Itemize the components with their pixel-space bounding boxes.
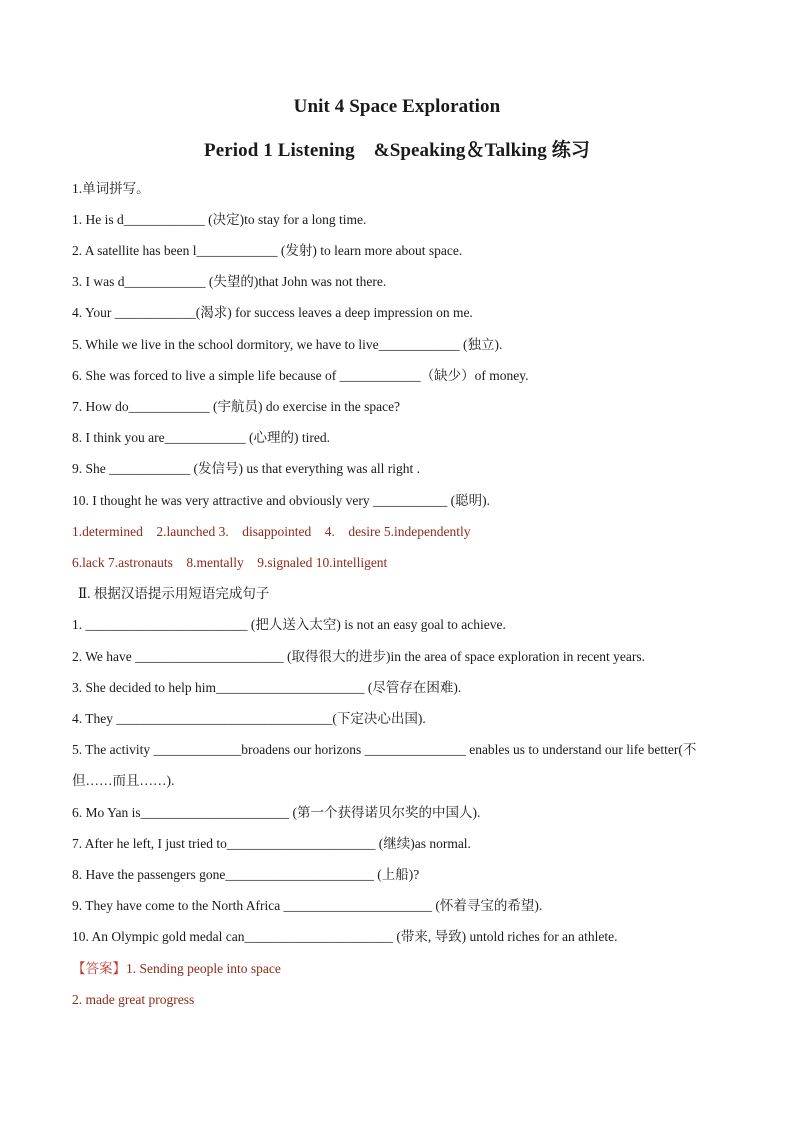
question-2-3: 3. She decided to help him______________________ (尽管存在困难). <box>72 680 462 695</box>
question-2-6: 6. Mo Yan is______________________ (第一个获得诺贝尔奖的中国人). <box>72 805 481 820</box>
answer-label: 【答案】 <box>72 961 126 976</box>
page-title: Unit 4 Space Exploration <box>293 96 501 117</box>
section1-answers-line2: 6.lack 7.astronauts 8.mentally 9.signaled 10.intelligent <box>72 555 388 570</box>
section2-heading: Ⅱ. 根据汉语提示用短语完成句子 <box>78 586 270 601</box>
question-2-8: 8. Have the passengers gone______________________ (上船)? <box>72 867 420 882</box>
question-1-9: 9. She ____________ (发信号) us that everything was all right . <box>72 461 420 476</box>
question-1-5: 5. While we live in the school dormitory, we have to live____________ (独立). <box>72 337 503 352</box>
question-1-6: 6. She was forced to live a simple life because of ____________（缺少）of money. <box>72 368 529 383</box>
question-2-1: 1. ________________________ (把人送入太空) is not an easy goal to achieve. <box>72 617 506 632</box>
question-2-5: 5. The activity _____________broadens our horizons _______________ enables us to understand our life better(不 <box>72 742 697 757</box>
question-1-8: 8. I think you are____________ (心理的) tired. <box>72 430 330 445</box>
question-2-10: 10. An Olympic gold medal can______________________ (带来, 导致) untold riches for an athlete. <box>72 929 618 944</box>
question-2-4: 4. They ________________________________(下定决心出国). <box>72 711 426 726</box>
section1-answers-line1: 1.determined 2.launched 3. disappointed 4. desire 5.independently <box>72 524 471 539</box>
question-1-10: 10. I thought he was very attractive and obviously very ___________ (聪明). <box>72 493 491 508</box>
question-2-2: 2. We have ______________________ (取得很大的进步)in the area of space exploration in recent years. <box>72 649 646 664</box>
question-2-9: 9. They have come to the North Africa ______________________ (怀着寻宝的希望). <box>72 898 543 913</box>
question-1-1: 1. He is d____________ (决定)to stay for a long time. <box>72 212 367 227</box>
question-1-2: 2. A satellite has been l____________ (发射) to learn more about space. <box>72 243 463 258</box>
question-2-7: 7. After he left, I just tried to______________________ (继续)as normal. <box>72 836 471 851</box>
section1-heading: 1.单词拼写。 <box>72 181 150 196</box>
question-1-4: 4. Your ____________(渴求) for success leaves a deep impression on me. <box>72 305 473 320</box>
question-1-7: 7. How do____________ (宇航员) do exercise in the space? <box>72 399 401 414</box>
question-1-3: 3. I was d____________ (失望的)that John was not there. <box>72 274 387 289</box>
section2-answer-1 <box>72 960 281 978</box>
answer-text-1: 1. Sending people into space <box>126 961 281 976</box>
page-subtitle: Period 1 Listening &Speaking＆Talking 练习 <box>204 140 590 161</box>
section2-answer-2: 2. made great progress <box>72 992 195 1007</box>
question-2-5-cont: 但……而且……). <box>72 773 175 788</box>
